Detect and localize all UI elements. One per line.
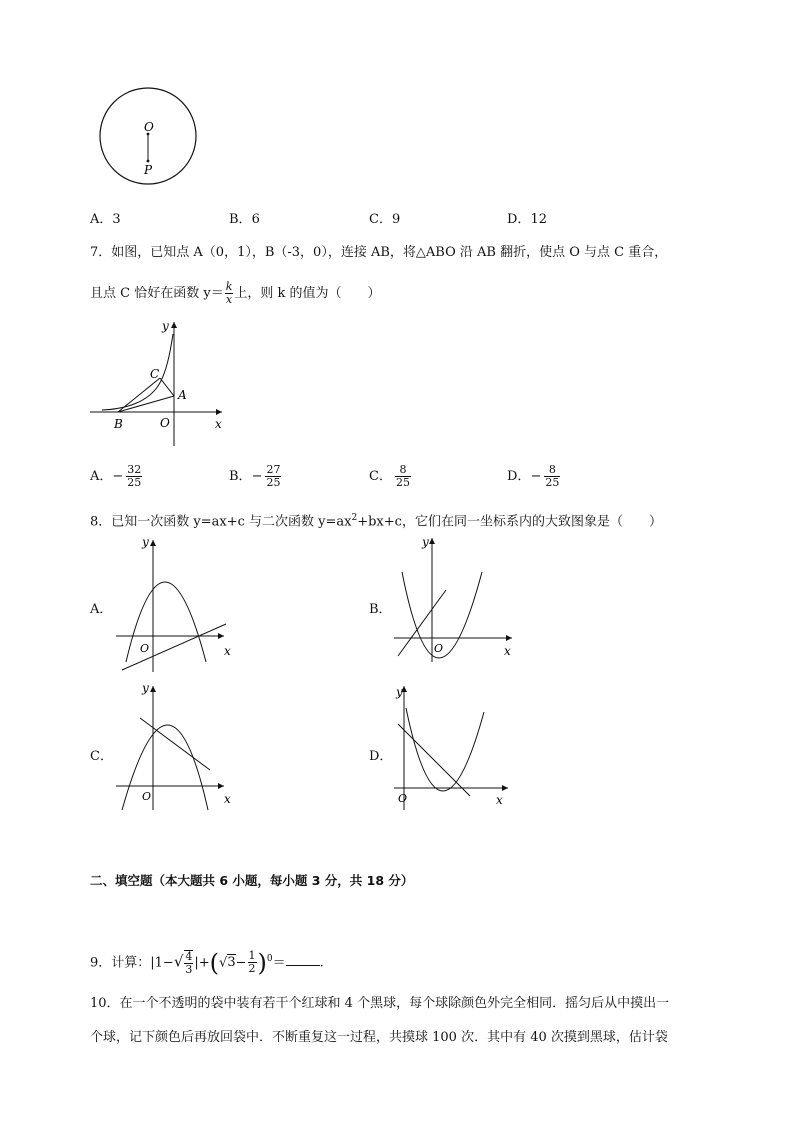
q7-option-c: C． $\frac{8}{25}$ [369, 463, 410, 489]
q7-option-a: A．− $\frac{32}{25}$ [90, 463, 142, 489]
q6-option-a: A．3 [90, 212, 121, 227]
svg-text:x: x [224, 792, 231, 806]
svg-text:x: x [504, 644, 511, 658]
q7-line2: 且点 C 恰好在函数 y＝ $\frac{k}{x}$ 上，则 k 的值为（ ） [90, 280, 381, 306]
svg-text:y: y [396, 685, 403, 699]
q10-line2: 个球，记下颜色后再放回袋中．不断重复这一过程，共摸球 100 次．其中有 40 次摸到黑球，估计袋 [90, 1030, 668, 1045]
label-p: P [144, 163, 153, 177]
svg-text:y: y [162, 319, 169, 333]
section-2-title: 二、填空题（本大题共 6 小题，每小题 3 分，共 18 分） [90, 873, 414, 888]
q8-option-d-label: D． [369, 749, 393, 764]
q6-option-c: C．9 [369, 212, 401, 227]
svg-text:x: x [496, 793, 503, 807]
q6-option-d: D．12 [507, 212, 547, 227]
svg-text:A: A [178, 388, 187, 402]
svg-text:O: O [142, 790, 152, 803]
svg-text:B: B [114, 417, 123, 431]
q8-option-c-label: C． [90, 749, 113, 764]
q7-line1: 7．如图，已知点 A（0，1），B（-3，0），连接 AB，将△ABO 沿 AB 翻折，使点 O 与点 C 重合， [90, 245, 668, 260]
label-o: O [144, 120, 154, 134]
q7-fraction: $\frac{k}{x}$ [225, 280, 233, 306]
svg-text:O: O [160, 416, 170, 430]
q6-circle-figure [96, 84, 200, 188]
q8-question: 8．已知一次函数 y=ax+c 与二次函数 $y=ax^2+bx+c$，它们在同一坐标系内的大致图象是（ ） [90, 513, 662, 530]
q8-graph-b [392, 534, 520, 666]
q8-graph-d [392, 680, 520, 812]
q10-line1: 10．在一个不透明的袋中装有若干个红球和 4 个黑球，每个球除颜色外完全相同．摇匀后从中摸出一 [90, 996, 670, 1011]
svg-text:O: O [140, 642, 150, 655]
q7-graph-figure [88, 316, 238, 448]
svg-text:C: C [150, 367, 160, 381]
q9-question: 9．计算：|1−√ $\frac{4}{3}$ |+(√3− $\frac{1}{2}$ )$^0$＝ . [90, 948, 324, 977]
q8-option-a-label: A． [90, 602, 113, 617]
svg-text:O: O [398, 792, 408, 805]
svg-text:y: y [142, 681, 149, 695]
svg-text:x: x [224, 644, 231, 658]
q7-option-b: B．− $\frac{27}{25}$ [229, 463, 281, 489]
svg-text:x: x [215, 417, 222, 431]
svg-text:O: O [434, 642, 444, 655]
q8-graph-c [112, 680, 240, 812]
q8-option-b-label: B． [369, 602, 392, 617]
q7-option-d: D．− $\frac{8}{25}$ [507, 463, 560, 489]
q8-graph-a [112, 534, 240, 674]
svg-text:y: y [142, 535, 149, 549]
q6-option-b: B．6 [229, 212, 260, 227]
svg-text:y: y [422, 535, 429, 549]
q9-answer-blank [286, 953, 320, 966]
